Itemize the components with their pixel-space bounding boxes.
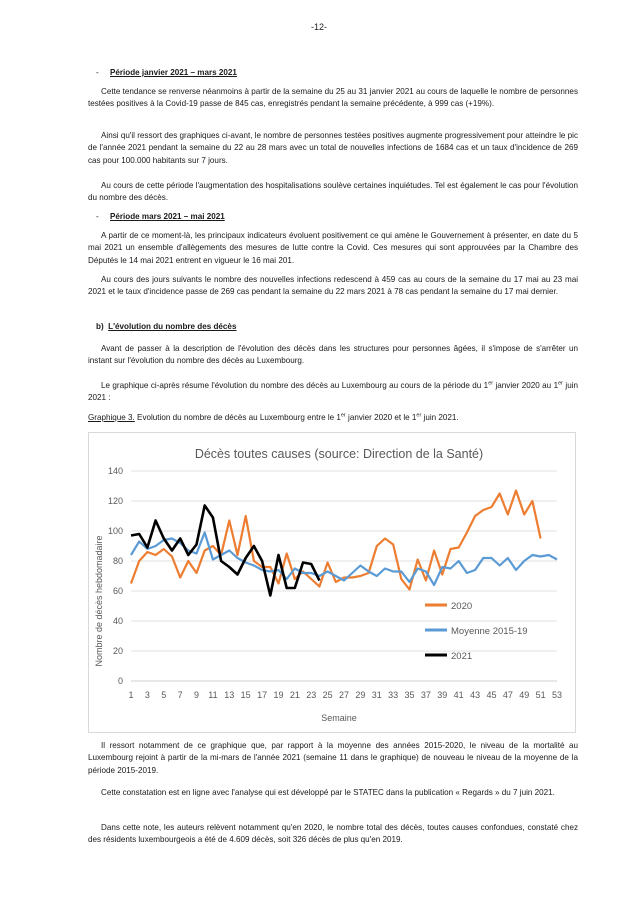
x-tick-label: 47	[502, 690, 513, 700]
paragraph: Avant de passer à la description de l'évolution des décès dans les structures pour personnes âgées, il s'impose de s'arrêter un instant sur l'évolution du nombre des décès au Luxembourg.	[88, 344, 578, 366]
x-tick-label: 41	[453, 690, 464, 700]
x-tick-label: 49	[519, 690, 530, 700]
x-tick-label: 17	[257, 690, 268, 700]
x-tick-label: 29	[355, 690, 366, 700]
x-tick-label: 53	[551, 690, 563, 700]
x-tick-label: 19	[273, 690, 284, 700]
x-tick-label: 7	[177, 690, 183, 700]
section2-heading: - Période mars 2021 – mai 2021	[96, 212, 225, 221]
x-tick-label: 13	[224, 690, 235, 700]
legend-entry: 2020	[451, 601, 473, 612]
paragraph: Au cours des jours suivants le nombre des nouvelles infections redescend à 459 cas au cours de la semaine du 17 mai au 23 mai 2021 et le taux d'incidence passe de 269 cas pendant la semaine du 22 mars 2021 à 78 cas pendant la semaine du 17 mai dernier.	[88, 275, 578, 297]
series-lines	[131, 491, 557, 596]
series-line-2020	[131, 491, 541, 590]
x-tick-label: 21	[289, 690, 300, 700]
y-tick-label: 100	[107, 526, 123, 536]
paragraph: Ainsi qu'il ressort des graphiques ci-avant, le nombre de personnes testées positives augmente progressivement pour atteindre le pic de l'année 2021 pendant la semaine du 22 au 28 mars avec un total de nouvelles infections de 1684 cas et un taux d'incidence de 269 cas pour 100.000 habitants sur 7 jours.	[88, 131, 578, 165]
x-axis-label: Semaine	[321, 713, 357, 723]
deaths-chart	[88, 432, 576, 733]
x-tick-label: 27	[338, 690, 350, 700]
y-tick-label: 40	[112, 616, 123, 626]
series-line-2021	[131, 506, 319, 596]
y-tick-label: 80	[112, 556, 123, 566]
legend-entry: 2021	[451, 651, 473, 662]
section-b-heading: b) L'évolution du nombre des décès	[96, 322, 237, 331]
x-tick-label: 5	[161, 690, 167, 700]
x-tick-label: 37	[420, 690, 431, 700]
x-tick-label: 15	[240, 690, 251, 700]
x-tick-label: 11	[208, 690, 218, 700]
x-tick-label: 39	[437, 690, 448, 700]
y-tick-label: 120	[107, 496, 123, 506]
paragraph: Cette constatation est en ligne avec l'analyse qui est développé par le STATEC dans la publication « Regards » du 7 juin 2021.	[101, 788, 555, 797]
paragraph: Dans cette note, les auteurs relèvent notamment qu'en 2020, le nombre total des décès, toutes causes confondues, constaté chez des résidents luxembourgeois a été de 4.609 décès, soit 326 décès de plus qu'en 2019.	[88, 823, 578, 845]
x-tick-label: 3	[144, 690, 150, 700]
paragraph: Le graphique ci-après résume l'évolution du nombre des décès au Luxembourg au cours de la période du 1er janvier 2020 au 1er juin 2021 :	[88, 380, 578, 403]
x-tick-label: 31	[371, 690, 382, 700]
x-tick-label: 51	[535, 690, 546, 700]
figure-caption: Graphique 3. Evolution du nombre de décès au Luxembourg entre le 1er janvier 2020 et le 1er juin 2021.	[88, 412, 459, 422]
y-tick-label: 140	[107, 466, 123, 476]
paragraph: Cette tendance se renverse néanmoins à partir de la semaine du 25 au 31 janvier 2021 au cours de laquelle le nombre de personnes testées positives à la Covid-19 passe de 845 cas, enregistrés pendant la semaine précédente, à 999 cas (+19%).	[88, 87, 578, 109]
paragraph: Au cours de cette période l'augmentation des hospitalisations soulève certaines inquiétudes. Tel est également le cas pour l'évolution du nombre des décès.	[88, 181, 578, 203]
y-tick-label: 0	[117, 676, 123, 686]
paragraph: A partir de ce moment-là, les principaux indicateurs évoluent positivement ce qui amène le Gouvernement à présenter, en date du 5 mai 2021 un ensemble d'allègements des mesures de lutte contre la Covid. Ces mesures qui sont approuvées par la Chambre des Députés le 14 mai 2021 entrent en vigueur le 16 mai 201.	[88, 231, 578, 265]
x-tick-label: 33	[388, 690, 399, 700]
chart-title: Décès toutes causes (source: Direction de la Santé)	[194, 447, 484, 461]
legend	[425, 601, 528, 662]
x-tick-label: 25	[322, 690, 333, 700]
page-number: -12-	[310, 22, 327, 32]
y-tick-label: 20	[112, 646, 123, 656]
paragraph: Il ressort notamment de ce graphique que, par rapport à la moyenne des années 2015-2020, le niveau de la mortalité au Luxembourg rejoint à partir de la mi-mars de l'année 2021 (semaine 11 dans le graphique) de nouveau le niveau de la moyenne de la période 2015-2019.	[88, 741, 578, 775]
x-tick-label: 43	[470, 690, 481, 700]
x-tick-label: 45	[486, 690, 497, 700]
x-tick-label: 35	[404, 690, 415, 700]
y-axis-label: Nombre de décès hebdomadaire	[94, 535, 104, 667]
section1-heading: - Période janvier 2021 – mars 2021	[96, 68, 237, 77]
x-tick-label: 23	[306, 690, 317, 700]
x-tick-label: 9	[194, 690, 200, 700]
legend-entry: Moyenne 2015-19	[451, 626, 528, 637]
x-tick-label: 1	[128, 690, 134, 700]
chart-svg	[89, 433, 575, 732]
y-tick-label: 60	[112, 586, 123, 596]
